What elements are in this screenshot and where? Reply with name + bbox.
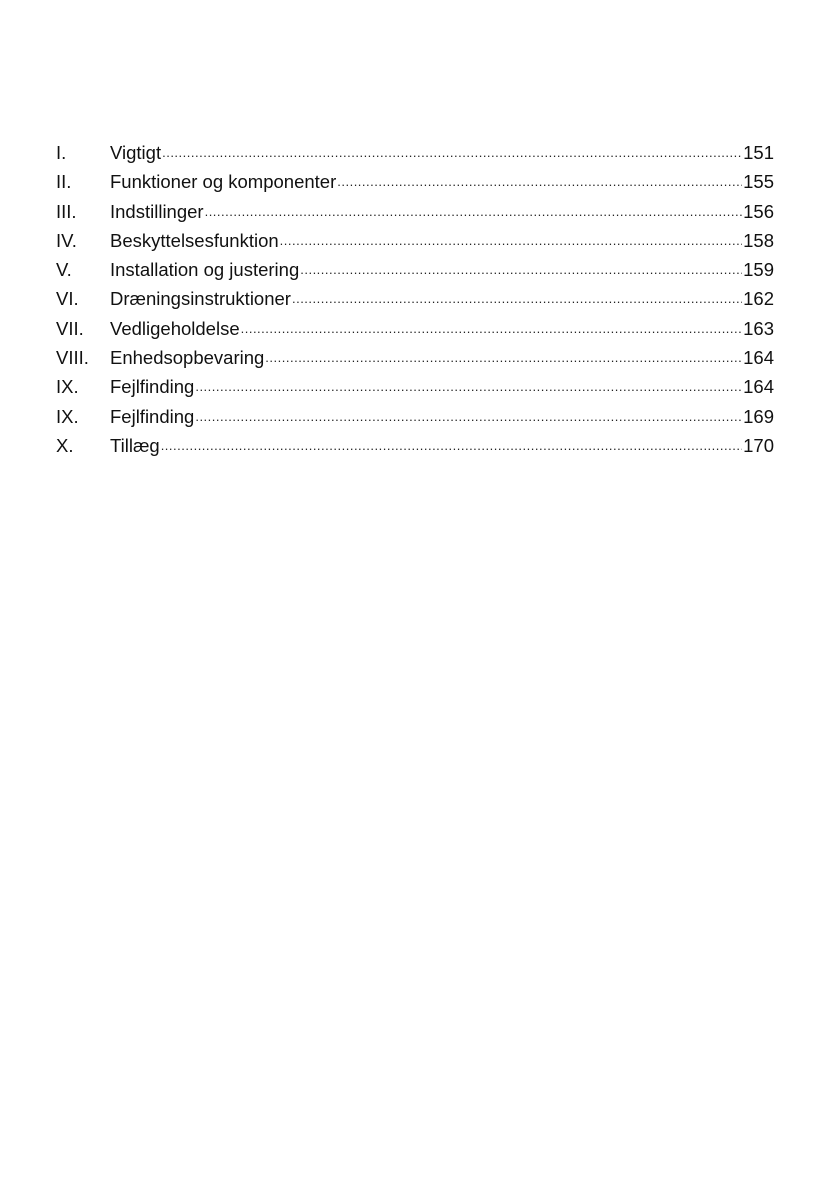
toc-entry-number: IX. <box>56 405 79 427</box>
toc-entry-page: 163 <box>743 317 774 339</box>
dot-leader <box>205 197 743 226</box>
toc-entry-title: Enhedsopbevaring <box>110 347 265 369</box>
toc-entry-installation[interactable] <box>56 255 774 284</box>
toc-entry-number: VI. <box>56 288 79 310</box>
toc-entry-vigtigt[interactable] <box>56 138 774 167</box>
dot-leader <box>337 167 742 196</box>
toc-entry-page: 158 <box>743 229 774 251</box>
toc-entry-number: VIII. <box>56 347 89 369</box>
toc-entry-number: II. <box>56 171 72 193</box>
toc-entry-page: 170 <box>743 434 774 456</box>
dot-leader <box>162 138 742 167</box>
toc-entry-indstillinger[interactable] <box>56 197 774 226</box>
toc-entry-number: I. <box>56 142 67 163</box>
dot-leader <box>292 284 742 313</box>
dot-leader <box>195 372 742 401</box>
toc-entry-title: Dræningsinstruktioner <box>110 288 291 310</box>
dot-leader <box>300 255 742 284</box>
toc-entry-number: III. <box>56 200 77 222</box>
toc-entry-page: 155 <box>743 171 774 193</box>
toc-entry-page: 159 <box>743 259 774 281</box>
toc-entry-title: Vedligeholdelse <box>110 317 240 339</box>
dot-leader <box>161 431 742 460</box>
dot-leader <box>265 343 742 372</box>
toc-entry-number: IV. <box>56 229 77 251</box>
toc-entry-number: X. <box>56 434 74 456</box>
toc-entry-title: Funktioner og komponenter <box>110 171 337 193</box>
toc-entry-fejlfinding-2[interactable] <box>56 402 774 431</box>
toc-entry-enhedsopbevaring[interactable] <box>56 343 774 372</box>
toc-entry-page: 164 <box>743 376 774 398</box>
toc-entry-page: 151 <box>743 142 774 163</box>
toc-entry-number: V. <box>56 259 72 281</box>
toc-entry-title: Fejlfinding <box>110 376 195 398</box>
toc-entry-page: 164 <box>743 347 774 369</box>
toc-entry-vedligeholdelse[interactable] <box>56 314 774 343</box>
toc-entry-number: IX. <box>56 376 79 398</box>
toc-entry-fejlfinding-1[interactable] <box>56 372 774 401</box>
toc-entry-page: 156 <box>743 200 774 222</box>
toc-entry-title: Vigtigt <box>110 142 162 163</box>
toc-entry-title: Beskyttelsesfunktion <box>110 229 279 251</box>
toc-entry-draeningsinstruktioner[interactable] <box>56 284 774 313</box>
toc-entry-title: Installation og justering <box>110 259 300 281</box>
dot-leader <box>280 226 742 255</box>
toc-entry-title: Indstillinger <box>110 200 204 222</box>
toc-entry-page: 169 <box>743 405 774 427</box>
toc-entry-funktioner[interactable] <box>56 167 774 196</box>
table-of-contents <box>56 138 774 460</box>
toc-entry-page: 162 <box>743 288 774 310</box>
toc-entry-title: Tillæg <box>110 434 160 456</box>
dot-leader <box>195 402 742 431</box>
toc-entry-tillaeg[interactable] <box>56 431 774 460</box>
toc-entry-title: Fejlfinding <box>110 405 195 427</box>
dot-leader <box>241 314 743 343</box>
toc-entry-number: VII. <box>56 317 84 339</box>
toc-entry-beskyttelsesfunktion[interactable] <box>56 226 774 255</box>
